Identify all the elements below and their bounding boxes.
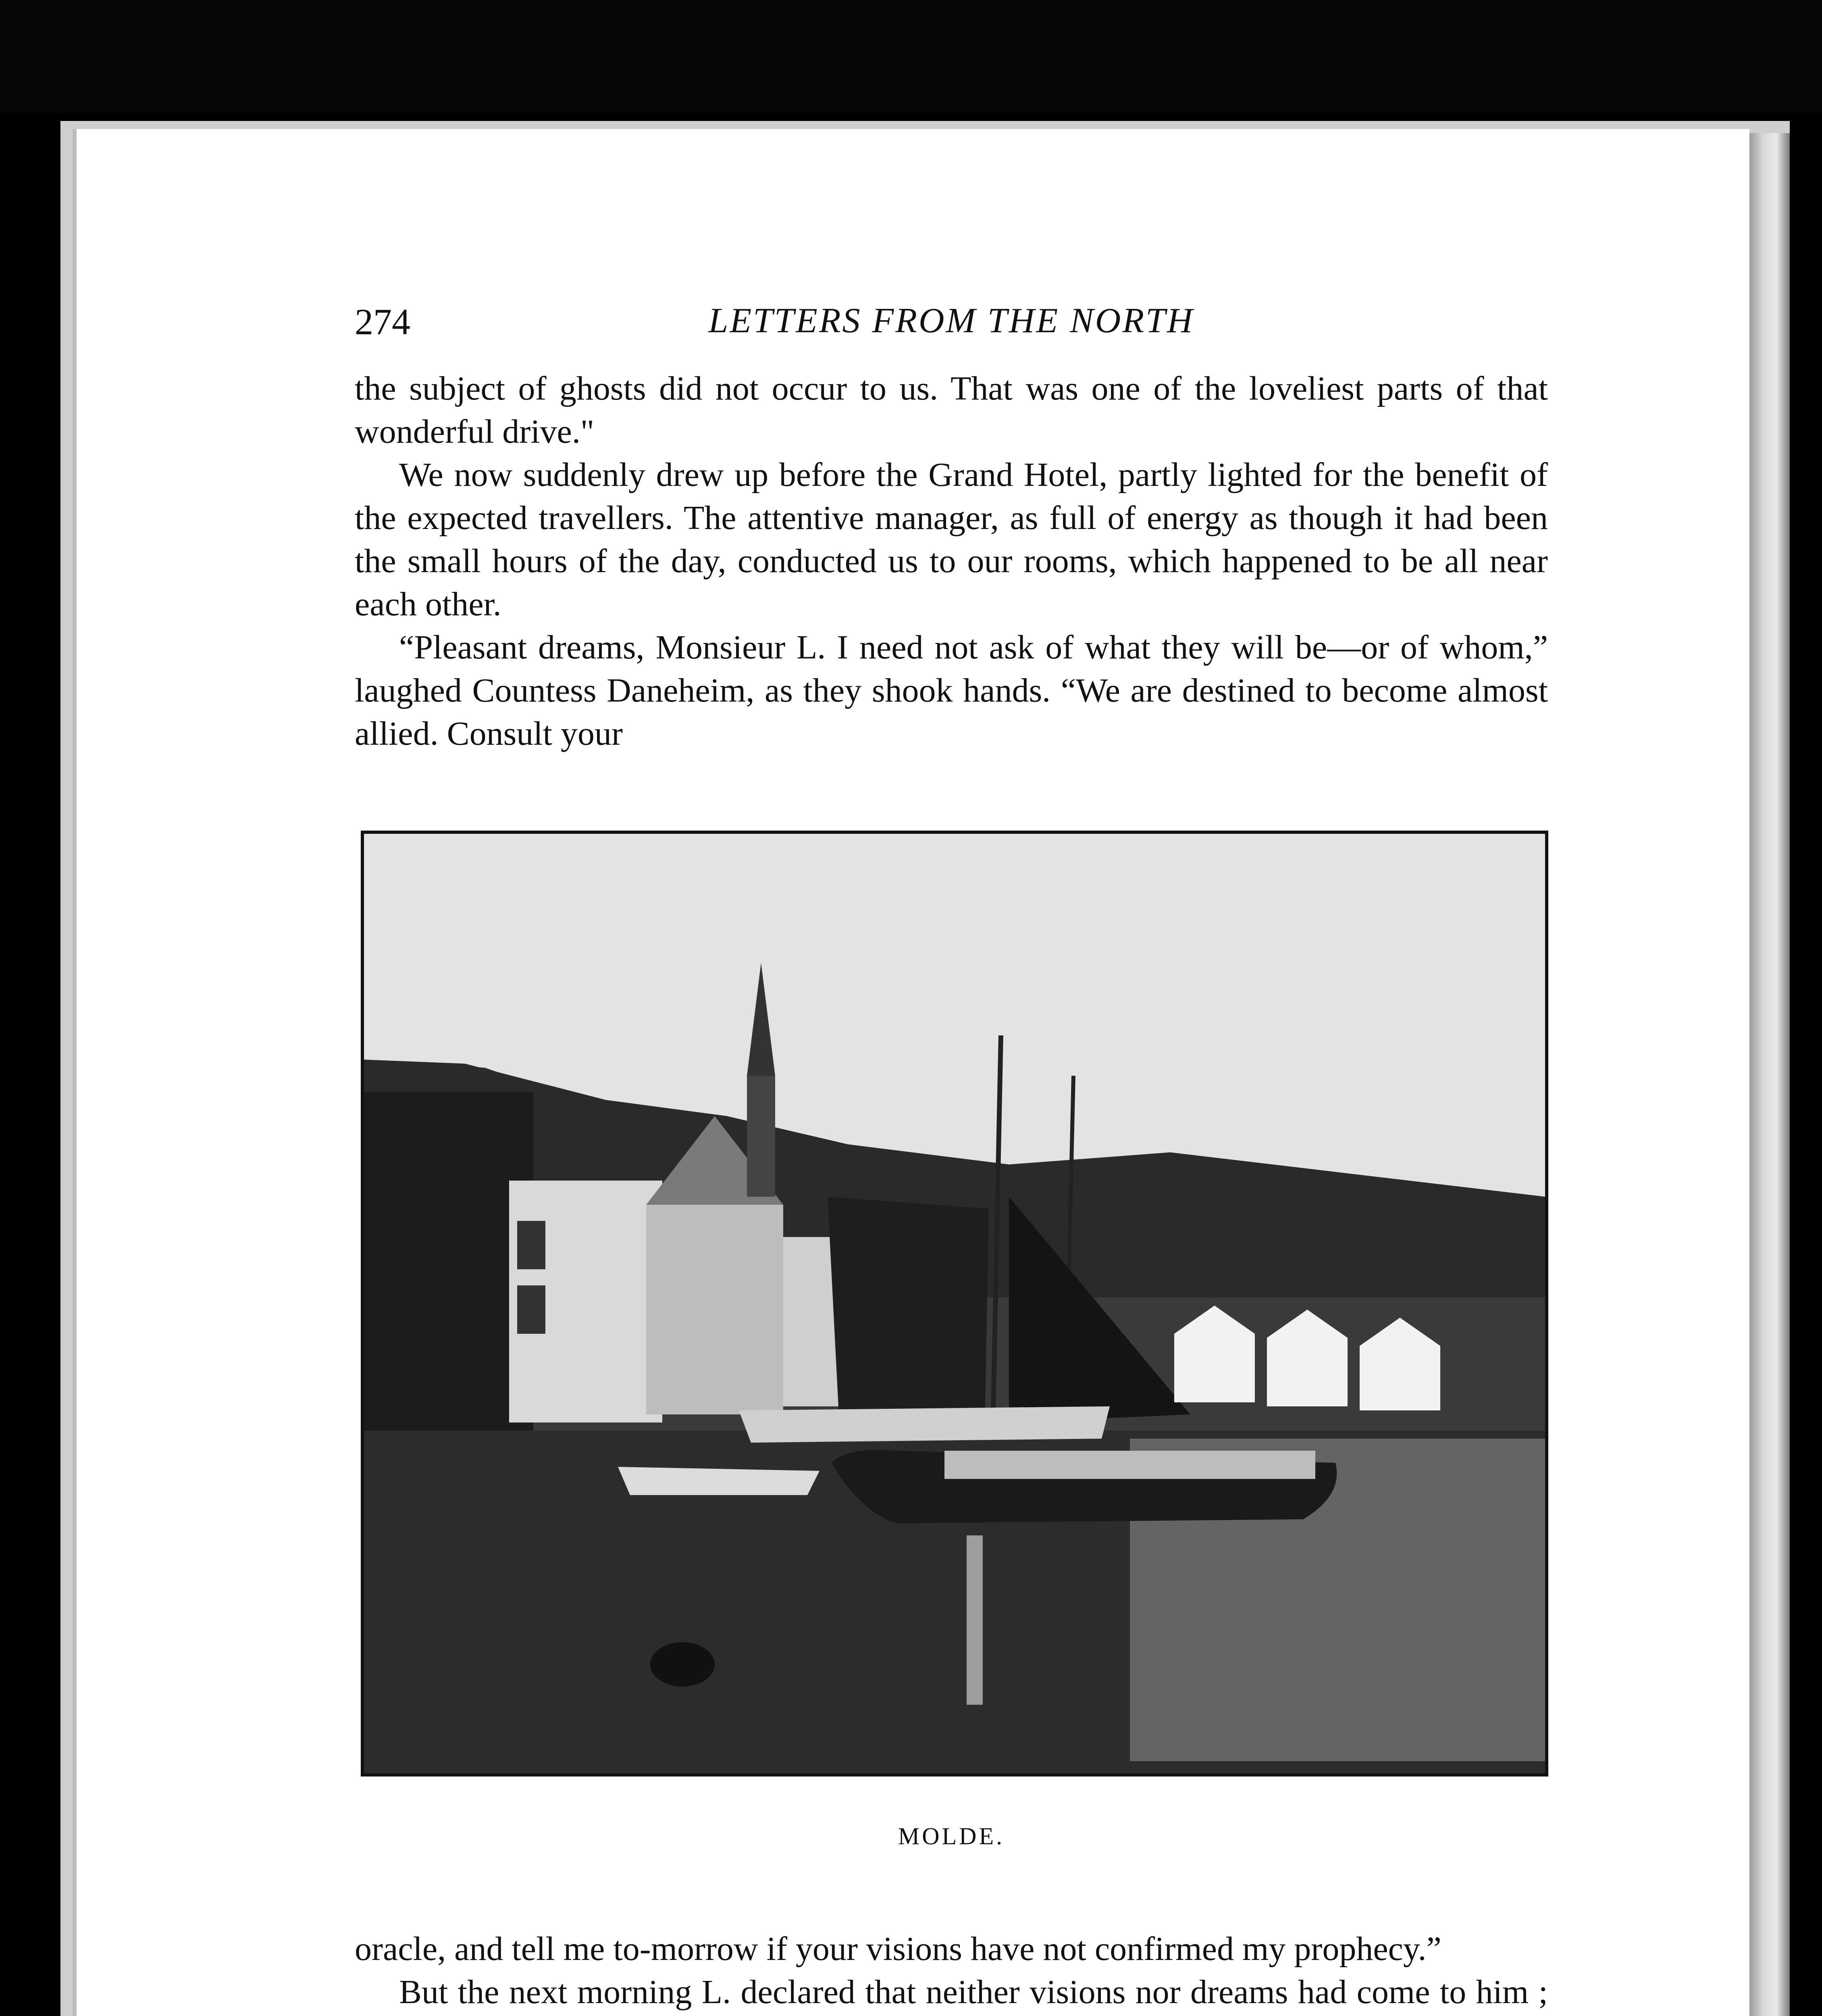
paragraph: oracle, and tell me to-morrow if your visions have not confirmed my prophecy.” xyxy=(355,1930,1441,1968)
scan-background xyxy=(0,0,1822,113)
figure-caption: MOLDE. xyxy=(898,1823,1005,1849)
page-edge xyxy=(1745,133,1790,2016)
molde-photograph xyxy=(361,831,1548,1776)
page-number: 274 xyxy=(355,301,410,342)
paragraph: the subject of ghosts did not occur to us. That was one of the loveliest parts of that wonderful drive." xyxy=(355,370,1548,450)
paragraph: We now suddenly drew up before the Grand Hotel, partly lighted for the benefit of the expected travellers. The attentive manager, as full of energy as though it had been the small hours of the day, conducted us to our rooms, which happened to be all near each other. xyxy=(355,456,1548,623)
paragraph: “Pleasant dreams, Monsieur L. I need not ask of what they will be—or of whom,” laughed Countess Daneheim, as they shook hands. “We are destined to become almost allied. Consult your xyxy=(355,629,1548,752)
paragraph: But the next morning L. declared that neither visions nor dreams had come to him ; xyxy=(399,1973,1548,2011)
running-head xyxy=(355,300,1548,345)
text-block-top xyxy=(355,367,1548,755)
text-block-bottom xyxy=(355,1927,1548,2016)
running-title: LETTERS FROM THE NORTH xyxy=(708,301,1194,340)
